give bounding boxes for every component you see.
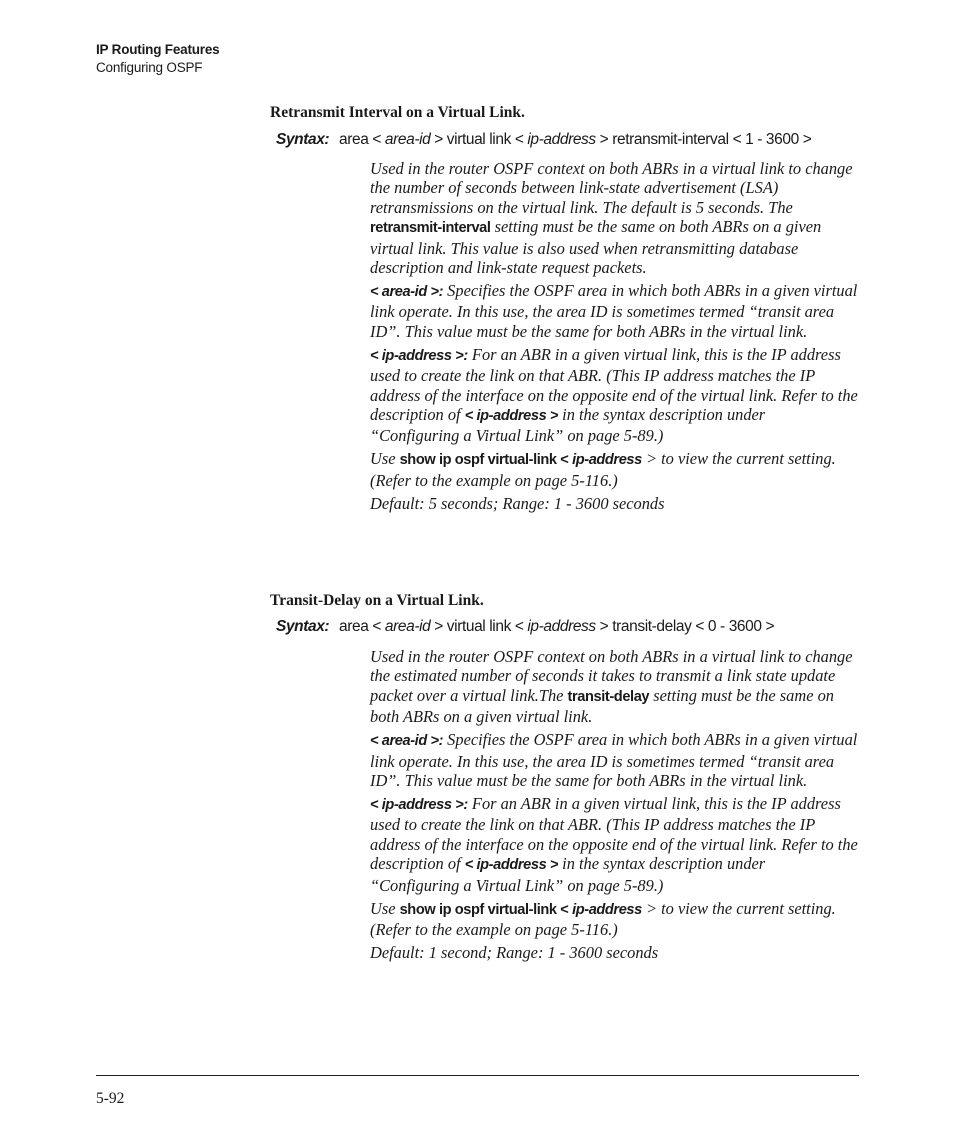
syntax-text: > virtual link < <box>430 131 528 148</box>
running-header-section: Configuring OSPF <box>96 60 203 75</box>
command-show-ip-ospf-virtual-link: show ip ospf virtual-link < ip-address <box>399 452 642 469</box>
keyword-transit-delay: transit-delay <box>567 688 650 705</box>
description-paragraph: Used in the router OSPF context on both ABRs in a virtual link to change the number of seconds between link-state advertisement (LSA) retransmissions on the virtual link. The default is 5 seconds. The retransmit-interval setting must be the same on both ABRs on a given virtual link. This value is also used when retransmitting database description and link-state request packets. <box>370 159 853 278</box>
use-command-paragraph: Use show ip ospf virtual-link < ip-address > to view the current setting. (Refer to the example on page 5-116.) <box>370 898 836 940</box>
section-title-transit-delay: Transit-Delay on a Virtual Link. <box>270 592 484 609</box>
keyword-retransmit-interval: retransmit-interval <box>370 220 491 237</box>
footer-rule <box>96 1075 859 1076</box>
param-ip-address-paragraph: < ip-address >: For an ABR in a given virtual link, this is the IP address used to create the link on that ABR. (This IP address matches the IP address of the interface on the opposite end of the virtual link. Refer to the description of < ip-address > in the syntax description under “Configuring a Virtual Link” on page 5-89.) <box>370 344 858 446</box>
param-label-ip-address: < ip-address >: <box>370 347 468 364</box>
default-range-paragraph: Default: 1 second; Range: 1 - 3600 seconds <box>370 943 659 963</box>
description-block-retransmit-interval <box>370 159 858 517</box>
syntax-text: area < <box>339 618 385 635</box>
syntax-label: Syntax: <box>276 131 330 148</box>
param-ip-address-paragraph: < ip-address >: For an ABR in a given virtual link, this is the IP address used to create the link on that ABR. (This IP address matches the IP address of the interface on the opposite end of the virtual link. Refer to the description of < ip-address > in the syntax description under “Configuring a Virtual Link” on page 5-89.) <box>370 794 858 895</box>
syntax-line-transit-delay <box>276 618 774 636</box>
syntax-param-area-id: area-id <box>384 131 431 148</box>
description-block-transit-delay <box>370 647 858 966</box>
default-range-paragraph: Default: 5 seconds; Range: 1 - 3600 seconds <box>370 493 665 513</box>
command-show-ip-ospf-virtual-link: show ip ospf virtual-link < ip-address <box>399 901 642 918</box>
param-label-area-id: < area-id >: <box>370 284 444 301</box>
syntax-text: area < <box>339 131 385 148</box>
description-paragraph: Used in the router OSPF context on both ABRs in a virtual link to change the estimated number of seconds it takes to transmit a link state update packet over a virtual link.The transit-delay setting must be the same on both ABRs on a given virtual link. <box>370 647 853 727</box>
param-label-area-id: < area-id >: <box>370 733 444 750</box>
syntax-line-retransmit-interval <box>276 131 811 149</box>
section-title-retransmit-interval: Retransmit Interval on a Virtual Link. <box>270 104 525 121</box>
syntax-text: > transit-delay < 0 - 3600 > <box>595 618 775 635</box>
running-header-chapter: IP Routing Features <box>96 42 220 57</box>
syntax-label: Syntax: <box>276 618 330 635</box>
param-area-id-paragraph: < area-id >: Specifies the OSPF area in which both ABRs in a given virtual link operate. In this use, the area ID is sometimes termed “transit area ID”. This value must be the same for both ABRs in the virtual link. <box>370 281 858 341</box>
syntax-param-area-id: area-id <box>384 618 431 635</box>
syntax-param-ip-address: ip-address <box>527 618 596 635</box>
param-ref-ip-address: < ip-address > <box>464 857 559 874</box>
syntax-text: > virtual link < <box>430 618 528 635</box>
param-ref-ip-address: < ip-address > <box>464 408 559 425</box>
param-label-ip-address: < ip-address >: <box>370 797 468 814</box>
page-number: 5-92 <box>96 1090 125 1107</box>
syntax-text: > retransmit-interval < 1 - 3600 > <box>595 131 812 148</box>
param-area-id-paragraph: < area-id >: Specifies the OSPF area in which both ABRs in a given virtual link operate. In this use, the area ID is sometimes termed “transit area ID”. This value must be the same for both ABRs in the virtual link. <box>370 730 858 791</box>
use-command-paragraph: Use show ip ospf virtual-link < ip-address > to view the current setting. (Refer to the example on page 5-116.) <box>370 449 836 490</box>
syntax-param-ip-address: ip-address <box>527 131 596 148</box>
